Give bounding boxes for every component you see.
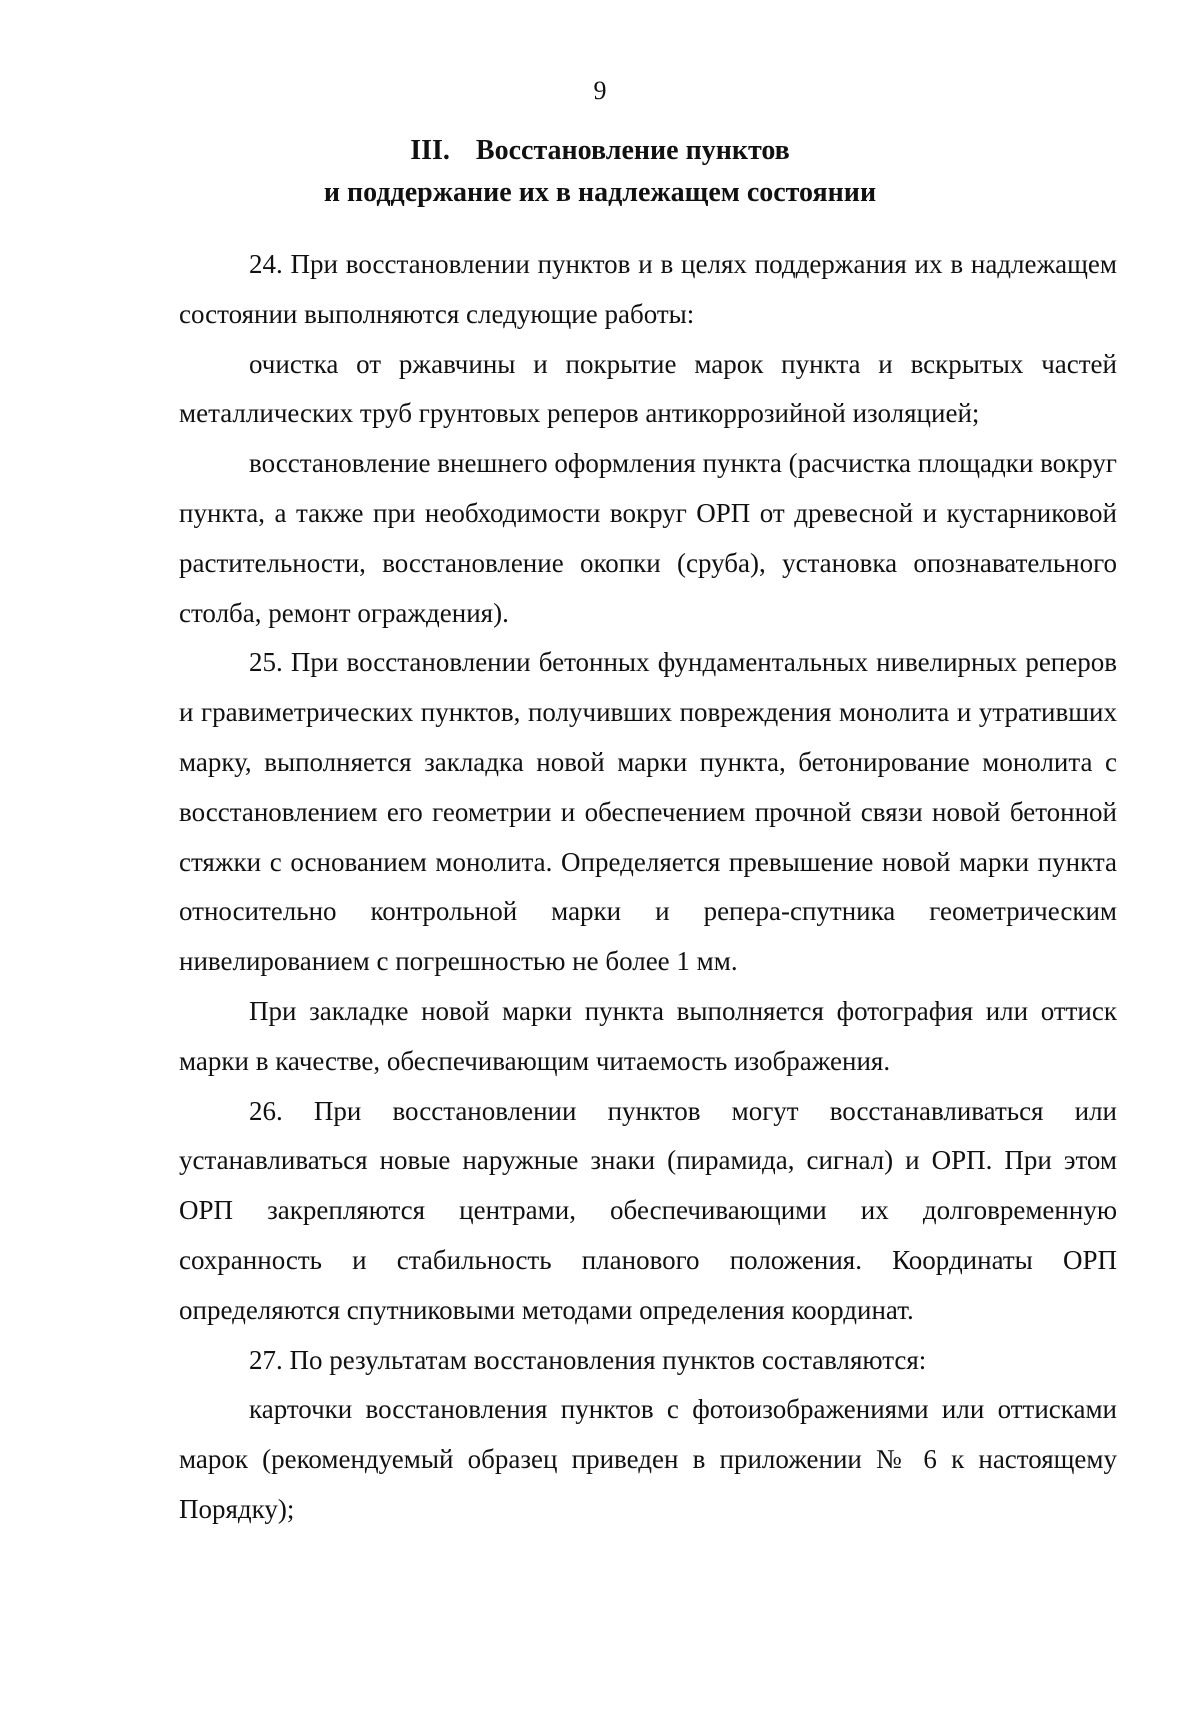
document-body bbox=[179, 240, 1117, 1535]
section-title-line-2: и поддержание их в надлежащем состоянии bbox=[323, 177, 877, 208]
paragraph-25: 25. При восстановлении бетонных фундаментальных нивелирных реперов и гравиметрических пунктов, получивших повреждения монолита и утративших марку, выполняется закладка новой марки пункта, бетонирование монолита с восстановлением его геометрии и обеспечением прочной связи новой бетонной стяжки с основанием монолита. Определяется превышение новой марки пункта относительно контрольной марки и репера-спутника геометрическим нивелированием с погрешностью не более 1 мм. bbox=[179, 647, 1117, 977]
paragraph-27: 27. По результатам восстановления пунктов составляются: bbox=[249, 1344, 927, 1375]
section-heading-line-1 bbox=[150, 130, 1050, 172]
section-heading bbox=[150, 130, 1050, 214]
paragraph-26: 26. При восстановлении пунктов могут восстанавливаться или устанавливаться новые наружные знаки (пирамида, сигнал) и ОРП. При этом ОРП закрепляются центрами, обеспечивающими их долговременную сохранность и стабильность планового положения. Координаты ОРП определяются спутниковыми методами определения координат. bbox=[179, 1095, 1117, 1325]
section-title-line-1: Восстановление пунктов bbox=[475, 135, 790, 166]
page-number: 9 bbox=[593, 76, 607, 105]
section-numeral: III. bbox=[410, 135, 450, 166]
paragraph-25-note: При закладке новой марки пункта выполняется фотография или оттиск марки в качестве, обеспечивающим читаемость изображения. bbox=[179, 995, 1117, 1076]
paragraph-27-item-1: карточки восстановления пунктов с фотоизображениями или оттисками марок (рекомендуемый образец приведен в приложении № 6 к настоящему Порядку); bbox=[179, 1394, 1117, 1524]
paragraph-24: 24. При восстановлении пунктов и в целях поддержания их в надлежащем состоянии выполняются следующие работы: bbox=[179, 249, 1117, 329]
paragraph-24-item-2: восстановление внешнего оформления пункта (расчистка площадки вокруг пункта, а также при необходимости вокруг ОРП от древесной и кустарниковой растительности, восстановление окопки (сруба), установка опознавательного столба, ремонт ограждения). bbox=[179, 448, 1117, 628]
paragraph-24-item-1: очистка от ржавчины и покрытие марок пункта и вскрытых частей металлических труб грунтовых реперов антикоррозийной изоляцией; bbox=[179, 348, 1117, 429]
